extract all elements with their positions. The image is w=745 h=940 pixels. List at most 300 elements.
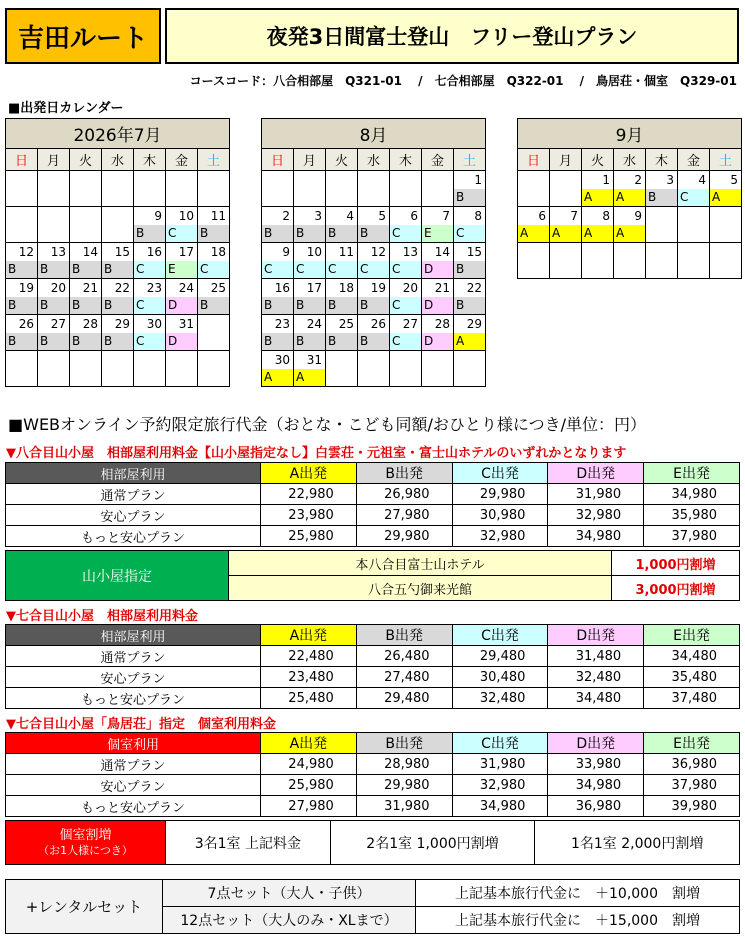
price-cell: 25,980 [261,526,357,547]
route-title: 吉田ルート [5,8,161,64]
calendar-day[interactable] [454,207,486,243]
departure-code: A [262,369,293,386]
weekday-header: 土 [454,149,486,171]
empty-day [38,171,70,207]
empty-day [6,351,38,387]
empty-day [134,351,166,387]
plan-name: もっと安心プラン [6,526,261,547]
calendar-day[interactable] [134,315,166,351]
empty-day [198,315,230,351]
calendar-day[interactable] [6,315,38,351]
calendar-day[interactable] [102,315,134,351]
day-number: 19 [370,281,386,295]
departure-code: B [38,333,69,350]
empty-day [6,171,38,207]
calendar-day[interactable] [38,243,70,279]
departure-code: C [678,189,709,206]
weekday-header: 木 [390,149,422,171]
plan-name: 通常プラン [6,754,261,775]
departure-code: B [294,297,325,314]
departure-code: B [6,297,37,314]
price-table-7th [5,624,740,709]
calendar-day[interactable] [134,207,166,243]
empty-day [294,171,326,207]
empty-day [102,171,134,207]
calendar-day[interactable] [6,279,38,315]
calendar-day[interactable] [166,207,198,243]
price-cell: 34,480 [644,646,740,667]
calendar-day[interactable] [326,315,358,351]
calendar-day[interactable] [326,279,358,315]
day-number: 30 [146,317,162,331]
column-header: E出発 [644,625,740,646]
departure-code: B [358,225,389,242]
departure-code: B [358,333,389,350]
departure-code: B [454,297,485,314]
empty-day [262,171,294,207]
price-cell: 27,480 [356,667,452,688]
calendar-day[interactable] [710,171,742,207]
day-number: 16 [146,245,162,259]
departure-code: B [134,225,165,242]
empty-day [134,171,166,207]
day-number: 30 [274,353,290,367]
day-number: 18 [210,245,226,259]
day-number: 6 [538,209,546,223]
departure-code: B [358,297,389,314]
calendar-day[interactable] [6,243,38,279]
weekday-header: 金 [422,149,454,171]
empty-day [550,171,582,207]
column-header: A出発 [261,733,357,754]
rental-table [5,879,740,934]
empty-day [198,351,230,387]
hut-label: 山小屋指定 [6,551,229,601]
day-number: 17 [178,245,194,259]
day-number: 29 [466,317,482,331]
empty-day [326,171,358,207]
calendar-day[interactable] [614,171,646,207]
column-header: D出発 [548,463,644,484]
calendar-day[interactable] [678,171,710,207]
departure-code: C [326,261,357,278]
calendar-day[interactable] [134,279,166,315]
table-row [6,526,740,547]
departure-code: B [326,333,357,350]
rental-price: 上記基本旅行代金に ＋15,000 割増 [416,907,740,934]
price-cell: 33,980 [548,754,644,775]
weekday-header: 土 [198,149,230,171]
day-number: 26 [18,317,34,331]
departure-code: C [134,297,165,314]
table-row [6,775,740,796]
departure-code: E [422,225,453,242]
day-number: 5 [378,209,386,223]
day-number: 3 [314,209,322,223]
table-row [6,667,740,688]
calendar-day[interactable] [166,243,198,279]
table-row [6,754,740,775]
day-number: 11 [210,209,226,223]
calendar-day[interactable] [198,243,230,279]
calendar-day[interactable] [358,243,390,279]
price-table-private [5,732,740,817]
empty-day [550,243,582,279]
empty-day [422,171,454,207]
day-number: 9 [282,245,290,259]
price-cell: 29,480 [356,688,452,709]
calendar-day[interactable] [294,243,326,279]
day-number: 27 [50,317,66,331]
day-number: 24 [178,281,194,295]
calendar-day[interactable] [550,207,582,243]
weekday-header: 水 [614,149,646,171]
departure-code: B [262,333,293,350]
price-heading: ■WEBオンライン予約限定旅行代金（おとな・こども同額/おひとり様につき/単位：円） [8,415,647,434]
price-cell: 29,980 [452,484,548,505]
month-title: 2026年7月 [6,119,230,149]
weekday-header: 火 [70,149,102,171]
empty-day [518,171,550,207]
price-cell: 23,980 [261,505,357,526]
departure-code: B [38,261,69,278]
section1-note: ▼八合目山小屋 相部屋利用料金【山小屋指定なし】白雲荘・元祖室・富士山ホテルのいずれかとなります [6,446,627,461]
day-number: 21 [82,281,98,295]
departure-code: C [134,333,165,350]
calendar-day[interactable] [70,279,102,315]
departure-code: E [166,261,197,278]
price-cell: 36,980 [548,796,644,817]
price-cell: 31,980 [452,754,548,775]
price-cell: 29,480 [452,646,548,667]
calendar-day[interactable] [422,279,454,315]
section3-note: ▼七合目山小屋「鳥居荘」指定 個室利用料金 [6,717,276,732]
weekday-header: 土 [710,149,742,171]
day-number: 19 [18,281,34,295]
departure-code: A [614,225,645,242]
day-number: 16 [274,281,290,295]
calendar-day[interactable] [262,315,294,351]
day-number: 1 [602,173,610,187]
departure-code: C [390,333,421,350]
departure-code: B [454,261,485,278]
plan-name: 安心プラン [6,775,261,796]
empty-day [614,243,646,279]
calendar-day[interactable] [102,243,134,279]
column-header: B出発 [356,733,452,754]
price-cell: 39,980 [644,796,740,817]
calendar-day[interactable] [166,279,198,315]
departure-code: C [390,261,421,278]
calendar-day[interactable] [582,171,614,207]
departure-code: C [294,261,325,278]
empty-day [358,171,390,207]
rental-item: 12点セット（大人のみ・XLまで） [163,907,416,934]
empty-day [422,351,454,387]
calendar-day[interactable] [358,279,390,315]
departure-code: B [326,297,357,314]
calendar-day[interactable] [454,243,486,279]
empty-day [326,351,358,387]
calendar-day[interactable] [166,315,198,351]
private-label-text: 個室割増 [59,827,112,843]
calendar-day[interactable] [422,315,454,351]
weekday-header: 月 [294,149,326,171]
departure-code: C [390,225,421,242]
price-cell: 35,980 [644,505,740,526]
calendar-day[interactable] [582,207,614,243]
table-row [6,646,740,667]
calendar-day[interactable] [294,207,326,243]
empty-day [70,351,102,387]
day-number: 20 [50,281,66,295]
day-number: 31 [306,353,322,367]
day-number: 28 [82,317,98,331]
departure-code: D [422,261,453,278]
departure-code: B [70,261,101,278]
calendar-day[interactable] [262,243,294,279]
departure-code: A [614,189,645,206]
day-number: 17 [306,281,322,295]
departure-code: B [198,297,229,314]
calendar-day[interactable] [422,243,454,279]
day-number: 10 [178,209,194,223]
calendar-day[interactable] [326,207,358,243]
private-label [6,821,166,865]
calendar-month [517,118,742,279]
calendar-day[interactable] [454,279,486,315]
weekday-header: 月 [38,149,70,171]
calendar-day[interactable] [614,207,646,243]
departure-code: B [102,333,133,350]
day-number: 28 [434,317,450,331]
price-cell: 32,980 [452,526,548,547]
hut-extra: 1,000円割増 [612,551,740,576]
day-number: 14 [82,245,98,259]
calendar-day[interactable] [262,351,294,387]
weekday-header: 火 [326,149,358,171]
rental-item: 7点セット（大人・子供） [163,880,416,907]
departure-code: A [294,369,325,386]
day-number: 21 [434,281,450,295]
empty-day [102,207,134,243]
departure-code: B [326,225,357,242]
table-label: 相部屋利用 [6,463,261,484]
column-header: E出発 [644,463,740,484]
departure-code: D [422,297,453,314]
column-header: A出発 [261,625,357,646]
column-header: B出発 [356,625,452,646]
calendar-day[interactable] [102,279,134,315]
departure-code: B [294,333,325,350]
empty-day [70,207,102,243]
private-option: 3名1室 上記料金 [166,821,331,865]
departure-code: B [102,261,133,278]
day-number: 4 [346,209,354,223]
calendar-heading: ■出発日カレンダー [8,101,124,116]
day-number: 8 [602,209,610,223]
departure-code: C [166,225,197,242]
calendar-day[interactable] [262,279,294,315]
departure-code: B [102,297,133,314]
calendar-day[interactable] [262,207,294,243]
plan-name: もっと安心プラン [6,796,261,817]
calendar-day[interactable] [38,279,70,315]
day-number: 9 [634,209,642,223]
empty-day [518,243,550,279]
day-number: 1 [474,173,482,187]
calendar-day[interactable] [646,171,678,207]
weekday-header: 金 [678,149,710,171]
calendar-day[interactable] [454,315,486,351]
price-cell: 37,480 [644,688,740,709]
column-header: E出発 [644,733,740,754]
month-title: 9月 [518,119,742,149]
calendar-day[interactable] [390,243,422,279]
day-number: 23 [274,317,290,331]
empty-day [390,351,422,387]
departure-code: D [422,333,453,350]
departure-code: D [166,297,197,314]
calendar-day[interactable] [294,351,326,387]
day-number: 22 [466,281,482,295]
departure-code: A [550,225,581,242]
price-cell: 26,980 [356,484,452,505]
empty-day [390,171,422,207]
section2-note: ▼七合目山小屋 相部屋利用料金 [6,609,198,624]
departure-code: C [390,297,421,314]
empty-day [198,171,230,207]
weekday-header: 木 [646,149,678,171]
price-cell: 23,480 [261,667,357,688]
price-cell: 24,980 [261,754,357,775]
price-cell: 30,980 [452,505,548,526]
calendar-day[interactable] [358,315,390,351]
price-cell: 25,980 [261,775,357,796]
day-number: 27 [402,317,418,331]
calendar-day[interactable] [198,207,230,243]
weekday-header: 木 [134,149,166,171]
empty-day [6,207,38,243]
day-number: 11 [338,245,354,259]
empty-day [678,243,710,279]
day-number: 12 [18,245,34,259]
calendar-day[interactable] [134,243,166,279]
departure-code: A [582,189,613,206]
calendar-day[interactable] [422,207,454,243]
private-option: 2名1室 1,000円割増 [330,821,535,865]
hut-extra: 3,000円割増 [612,576,740,601]
departure-code: A [710,189,741,206]
price-cell: 31,980 [548,484,644,505]
price-cell: 30,480 [452,667,548,688]
day-number: 7 [570,209,578,223]
calendar-day[interactable] [454,171,486,207]
course-codes: コースコード：八合相部屋 Q321-01 / 七合相部屋 Q322-01 / 鳥居荘・個室 Q329-01 [189,74,737,88]
empty-day [70,171,102,207]
column-header: C出発 [452,625,548,646]
calendar-day[interactable] [70,243,102,279]
calendar-day[interactable] [38,315,70,351]
day-number: 5 [730,173,738,187]
column-header: A出発 [261,463,357,484]
departure-code: A [518,225,549,242]
price-table-8th [5,462,740,547]
empty-day [454,351,486,387]
empty-day [166,171,198,207]
calendar-day[interactable] [198,279,230,315]
weekday-header: 日 [518,149,550,171]
weekday-header: 水 [358,149,390,171]
rental-label: +レンタルセット [6,880,163,934]
price-cell: 27,980 [261,796,357,817]
plan-name: 安心プラン [6,667,261,688]
column-header: C出発 [452,733,548,754]
calendar-day[interactable] [326,243,358,279]
price-cell: 34,980 [548,775,644,796]
column-header: C出発 [452,463,548,484]
empty-day [678,207,710,243]
table-row [6,484,740,505]
day-number: 12 [370,245,386,259]
price-cell: 37,980 [644,775,740,796]
empty-day [710,243,742,279]
day-number: 13 [50,245,66,259]
price-cell: 26,480 [356,646,452,667]
departure-code: B [70,297,101,314]
table-label: 個室利用 [6,733,261,754]
departure-code: B [6,261,37,278]
price-cell: 22,980 [261,484,357,505]
day-number: 15 [466,245,482,259]
price-cell: 34,480 [548,688,644,709]
day-number: 10 [306,245,322,259]
calendar-day[interactable] [70,315,102,351]
calendar-day[interactable] [390,279,422,315]
price-cell: 25,480 [261,688,357,709]
empty-day [38,351,70,387]
day-number: 18 [338,281,354,295]
departure-code: C [134,261,165,278]
price-cell: 34,980 [644,484,740,505]
hut-designation-table [5,550,740,601]
departure-code: B [454,189,485,206]
departure-code: B [6,333,37,350]
departure-code: B [70,333,101,350]
calendar-day[interactable] [358,207,390,243]
calendar-day[interactable] [518,207,550,243]
private-label-sub: （お1人様につき） [38,843,133,857]
calendar-day[interactable] [294,315,326,351]
price-cell: 29,980 [356,526,452,547]
month-title: 8月 [262,119,486,149]
weekday-header: 金 [166,149,198,171]
day-number: 24 [306,317,322,331]
empty-day [358,351,390,387]
departure-code: A [582,225,613,242]
weekday-header: 火 [582,149,614,171]
departure-code: C [454,225,485,242]
column-header: D出発 [548,625,644,646]
departure-code: C [198,261,229,278]
calendar-day[interactable] [390,207,422,243]
calendar-day[interactable] [294,279,326,315]
day-number: 3 [666,173,674,187]
calendar-day[interactable] [390,315,422,351]
table-label: 相部屋利用 [6,625,261,646]
departure-code: B [198,225,229,242]
price-cell: 35,480 [644,667,740,688]
